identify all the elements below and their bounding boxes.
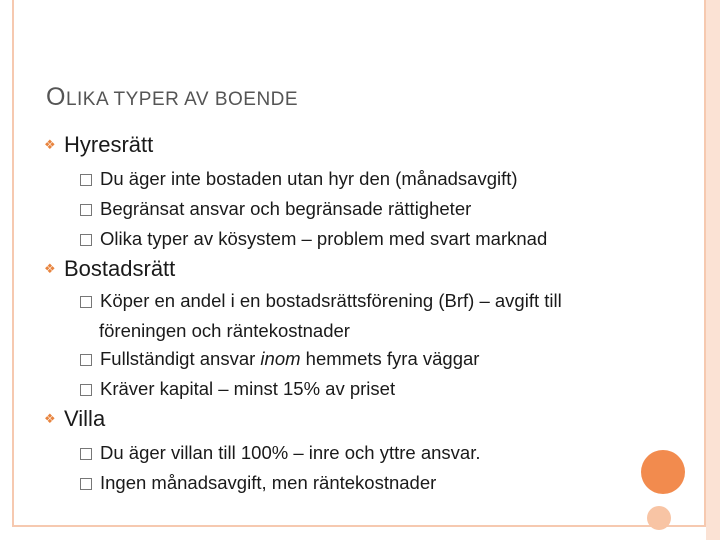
right-decorative-strip bbox=[706, 0, 720, 540]
diamond-bullet-icon: ❖ bbox=[44, 411, 56, 426]
diamond-bullet-icon: ❖ bbox=[44, 137, 56, 152]
decorative-circle-small bbox=[647, 506, 671, 530]
bullet-hyresratt bbox=[44, 132, 153, 158]
sub-bullet-hyresratt-2 bbox=[80, 194, 471, 224]
sub-bullet-hyresratt-3 bbox=[80, 224, 547, 254]
bullet-villa bbox=[44, 406, 105, 432]
sub-bullet-text: Köper en andel i en bostadsrättsförening (Brf) – avgift till bbox=[100, 290, 562, 311]
sub-bullet-emphasis: inom bbox=[260, 348, 301, 369]
checkbox-bullet-icon bbox=[80, 354, 92, 366]
checkbox-bullet-icon bbox=[80, 204, 92, 216]
sub-bullet-text: hemmets fyra väggar bbox=[300, 348, 480, 369]
sub-bullet-text: Fullständigt ansvar bbox=[100, 348, 261, 369]
heading-villa: Villa bbox=[64, 406, 106, 431]
heading-bostadsratt: Bostadsrätt bbox=[64, 256, 176, 281]
decorative-circle-large bbox=[641, 450, 685, 494]
checkbox-bullet-icon bbox=[80, 384, 92, 396]
checkbox-bullet-icon bbox=[80, 234, 92, 246]
checkbox-bullet-icon bbox=[80, 478, 92, 490]
sub-bullet-text: Du äger villan till 100% – inre och yttre ansvar. bbox=[100, 442, 481, 463]
sub-bullet-text: Begränsat ansvar och begränsade rättigheter bbox=[100, 198, 472, 219]
sub-bullet-bostadsratt-3 bbox=[80, 374, 395, 404]
slide-title bbox=[46, 76, 298, 113]
sub-bullet-text: Olika typer av kösystem – problem med svart marknad bbox=[100, 228, 548, 249]
sub-bullet-continuation: föreningen och räntekostnader bbox=[99, 320, 350, 341]
checkbox-bullet-icon bbox=[80, 296, 92, 308]
title-initial: O bbox=[46, 83, 66, 111]
sub-bullet-villa-2 bbox=[80, 468, 436, 498]
sub-bullet-hyresratt-1 bbox=[80, 164, 518, 194]
sub-bullet-bostadsratt-1 bbox=[80, 286, 562, 346]
bullet-bostadsratt bbox=[44, 256, 175, 282]
heading-hyresratt: Hyresrätt bbox=[64, 132, 154, 157]
diamond-bullet-icon: ❖ bbox=[44, 261, 56, 276]
checkbox-bullet-icon bbox=[80, 174, 92, 186]
sub-bullet-text: Kräver kapital – minst 15% av priset bbox=[100, 378, 396, 399]
checkbox-bullet-icon bbox=[80, 448, 92, 460]
sub-bullet-text: Du äger inte bostaden utan hyr den (månadsavgift) bbox=[100, 168, 518, 189]
title-rest: LIKA TYPER AV BOENDE bbox=[65, 89, 299, 110]
sub-bullet-text: Ingen månadsavgift, men räntekostnader bbox=[100, 472, 437, 493]
sub-bullet-villa-1 bbox=[80, 438, 480, 468]
sub-bullet-bostadsratt-2 bbox=[80, 344, 479, 374]
